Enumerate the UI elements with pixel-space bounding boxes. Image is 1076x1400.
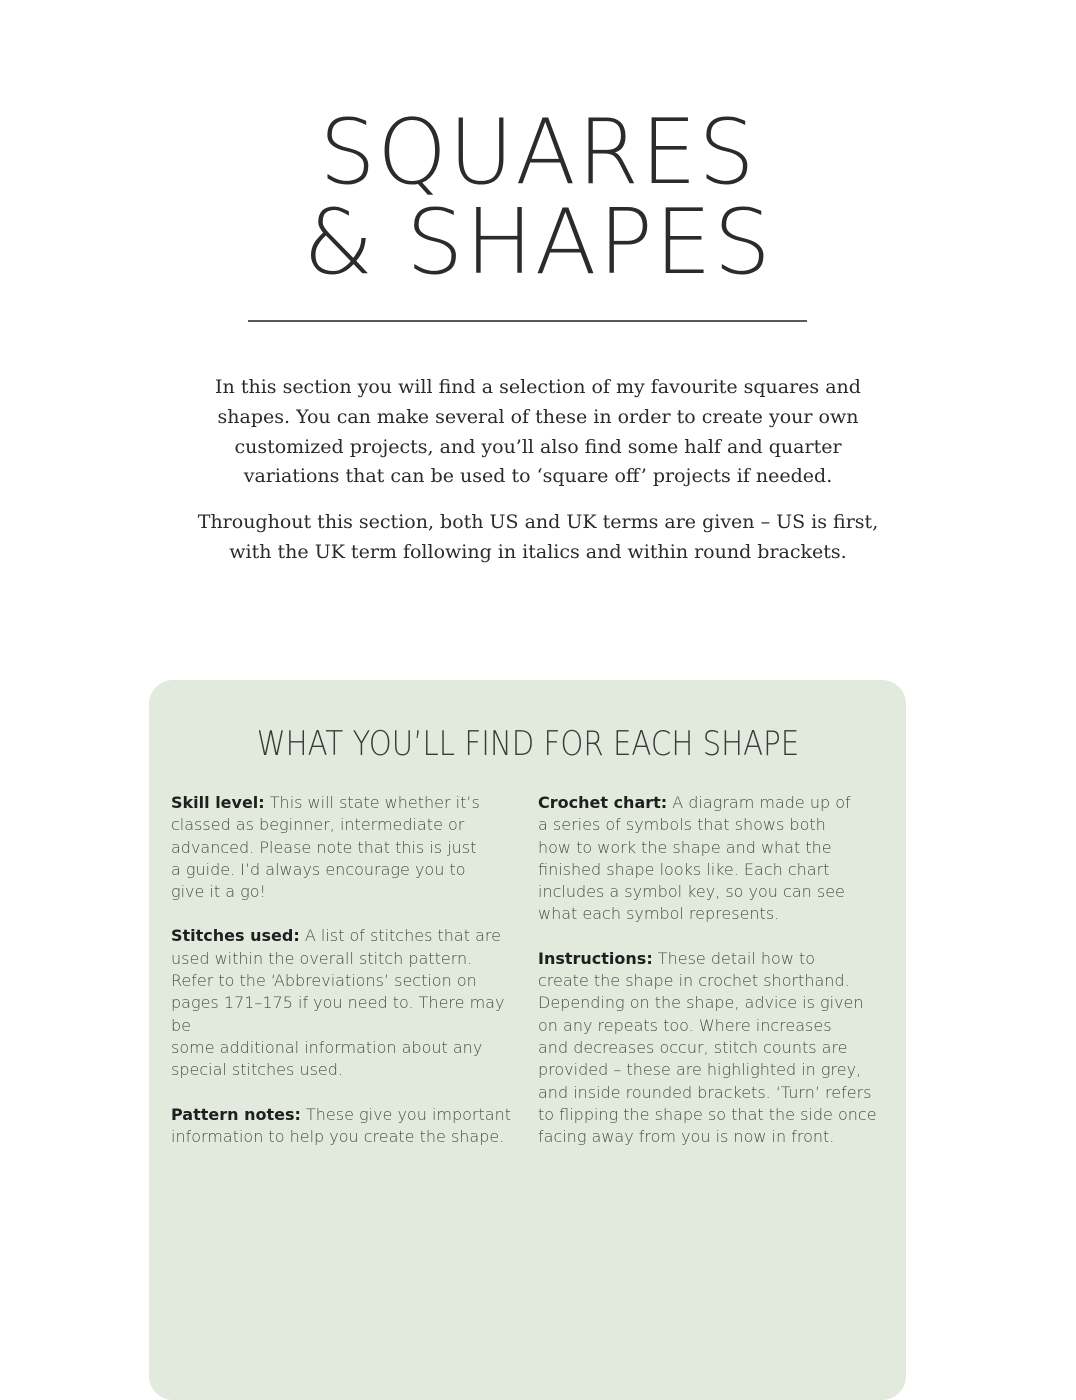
title-divider — [248, 320, 807, 322]
instructions-entry — [538, 948, 888, 1149]
page-title-line-1: SQUARES — [319, 100, 757, 205]
instructions-label: Instructions: — [538, 948, 653, 968]
crochet-chart-text: A diagram made up of a series of symbols that shows both how to work the shape and what the finished shape looks like. Each chart includes a symbol key, so you can see what each symbol represents. — [538, 793, 851, 924]
crochet-chart-label: Crochet chart: — [538, 793, 668, 812]
pattern-notes-text: These give you important information to help you create the shape. — [171, 1104, 511, 1146]
stitches-used-label: Stitches used: — [171, 926, 300, 946]
page-title-line-2: & SHAPES — [303, 190, 773, 295]
pattern-notes-label: Pattern notes: — [171, 1104, 301, 1124]
page-title — [0, 100, 1076, 295]
intro-paragraph-1: In this section you will find a selection of my favourite squares and shapes. You can make several of these in order to create your own customized projects, and you’ll also find some half and quarter variations that can be used to ‘square off’ projects if needed. — [215, 376, 861, 488]
skill-level-text: This will state whether it’s classed as beginner, intermediate or advanced. Please note that this is just a guide. I’d always encourage you to give it a go! — [171, 793, 480, 902]
stitches-used-entry — [171, 925, 521, 1081]
info-panel-heading: WHAT YOU’LL FIND FOR EACH SHAPE — [256, 724, 800, 764]
instructions-text: These detail how to create the shape in crochet shorthand. Depending on the shape, advice is given on any repeats too. Where increases and decreases occur, stitch counts are provided – these are highlighted in grey, and inside rounded brackets. ‘Turn’ refers to flipping the shape so that the side once facing away from you is now in front. — [538, 948, 877, 1147]
skill-level-label: Skill level: — [171, 793, 265, 812]
skill-level-entry — [171, 792, 521, 903]
pattern-notes-entry — [171, 1104, 521, 1149]
info-column-left — [171, 792, 521, 1170]
intro-paragraph-2: Throughout this section, both US and UK terms are given – US is first, with the UK term following in italics and within round brackets. — [197, 511, 879, 563]
stitches-used-text: A list of stitches that are used within the overall stitch pattern. Refer to the ‘Abbreviations’ section on pages 171–175 if you need to. There may be some additional information about any special stitches used. — [171, 926, 505, 1080]
intro-text — [188, 373, 888, 568]
info-column-right — [538, 792, 888, 1170]
crochet-chart-entry — [538, 792, 888, 926]
